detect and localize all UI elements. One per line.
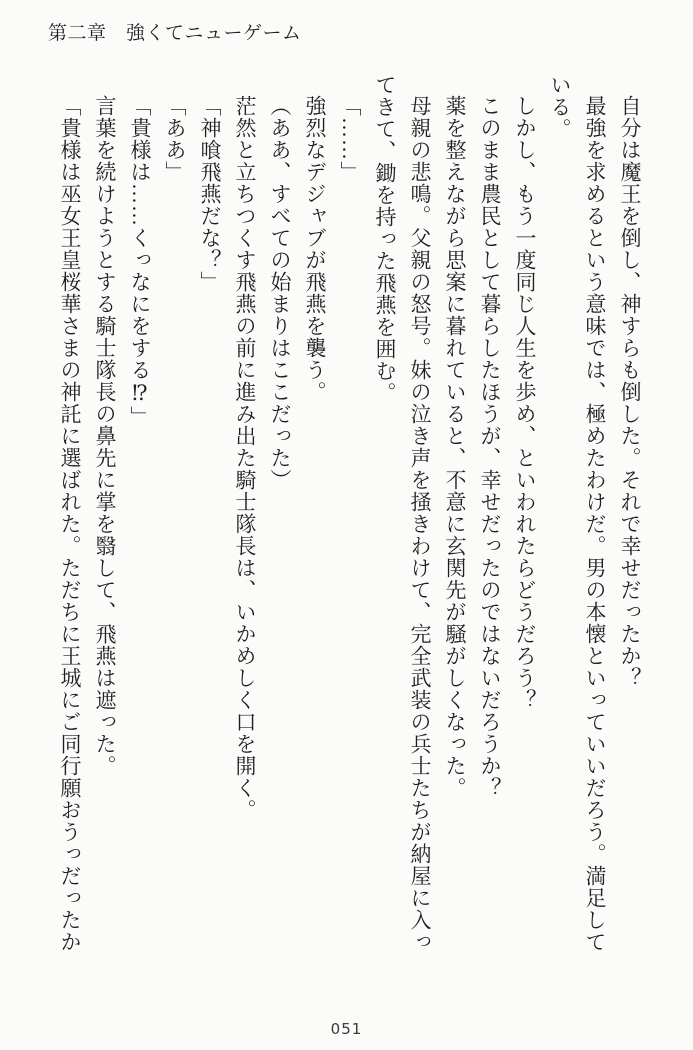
- paragraph: 強烈なデジャブが飛燕を襲う。: [303, 95, 327, 403]
- paragraph: 母親の悲鳴。父親の怒号。妹の泣き声を掻きわけて、完全武装の兵士たちが納屋に入ってきて、鋤を持った飛燕を囲む。: [373, 74, 432, 953]
- paragraph: 「貴様は巫女王皇桜華さまの神託に選ばれた。ただちに王城にご同行願おうっだったか: [58, 95, 82, 953]
- paragraph: このまま農民として暮らしたほうが、幸せだったのではないだろうか？: [478, 95, 502, 799]
- paragraph: （ああ、すべての始まりはここだった）: [268, 95, 292, 491]
- paragraph: 「神喰飛燕だな？」: [198, 95, 222, 293]
- body-text: [52, 74, 647, 959]
- paragraph: 「……」: [338, 95, 362, 183]
- paragraph: 薬を整えながら思案に暮れていると、不意に玄関先が騒がしくなった。: [443, 95, 467, 799]
- paragraph: 言葉を続けようとする騎士隊長の鼻先に掌を翳して、飛燕は遮った。: [93, 95, 117, 777]
- paragraph: 自分は魔王を倒し、神すらも倒した。それで幸せだったか？: [618, 95, 642, 689]
- paragraph: 茫然と立ちつくす飛燕の前に進み出た騎士隊長は、いかめしく口を開く。: [233, 95, 257, 821]
- page-number: 051: [330, 1020, 363, 1038]
- chapter-header: 第二章 強くてニューゲーム: [48, 23, 302, 44]
- paragraph: 「貴様は……くっなにをする⁉」: [128, 95, 152, 428]
- paragraph: 「ああ」: [163, 95, 187, 183]
- paragraph: しかし、もう一度同じ人生を歩め、といわれたらどうだろう？: [513, 95, 537, 711]
- paragraph: 最強を求めるという意味では、極めたわけだ。男の本懐といっていいだろう。満足している。: [548, 74, 607, 953]
